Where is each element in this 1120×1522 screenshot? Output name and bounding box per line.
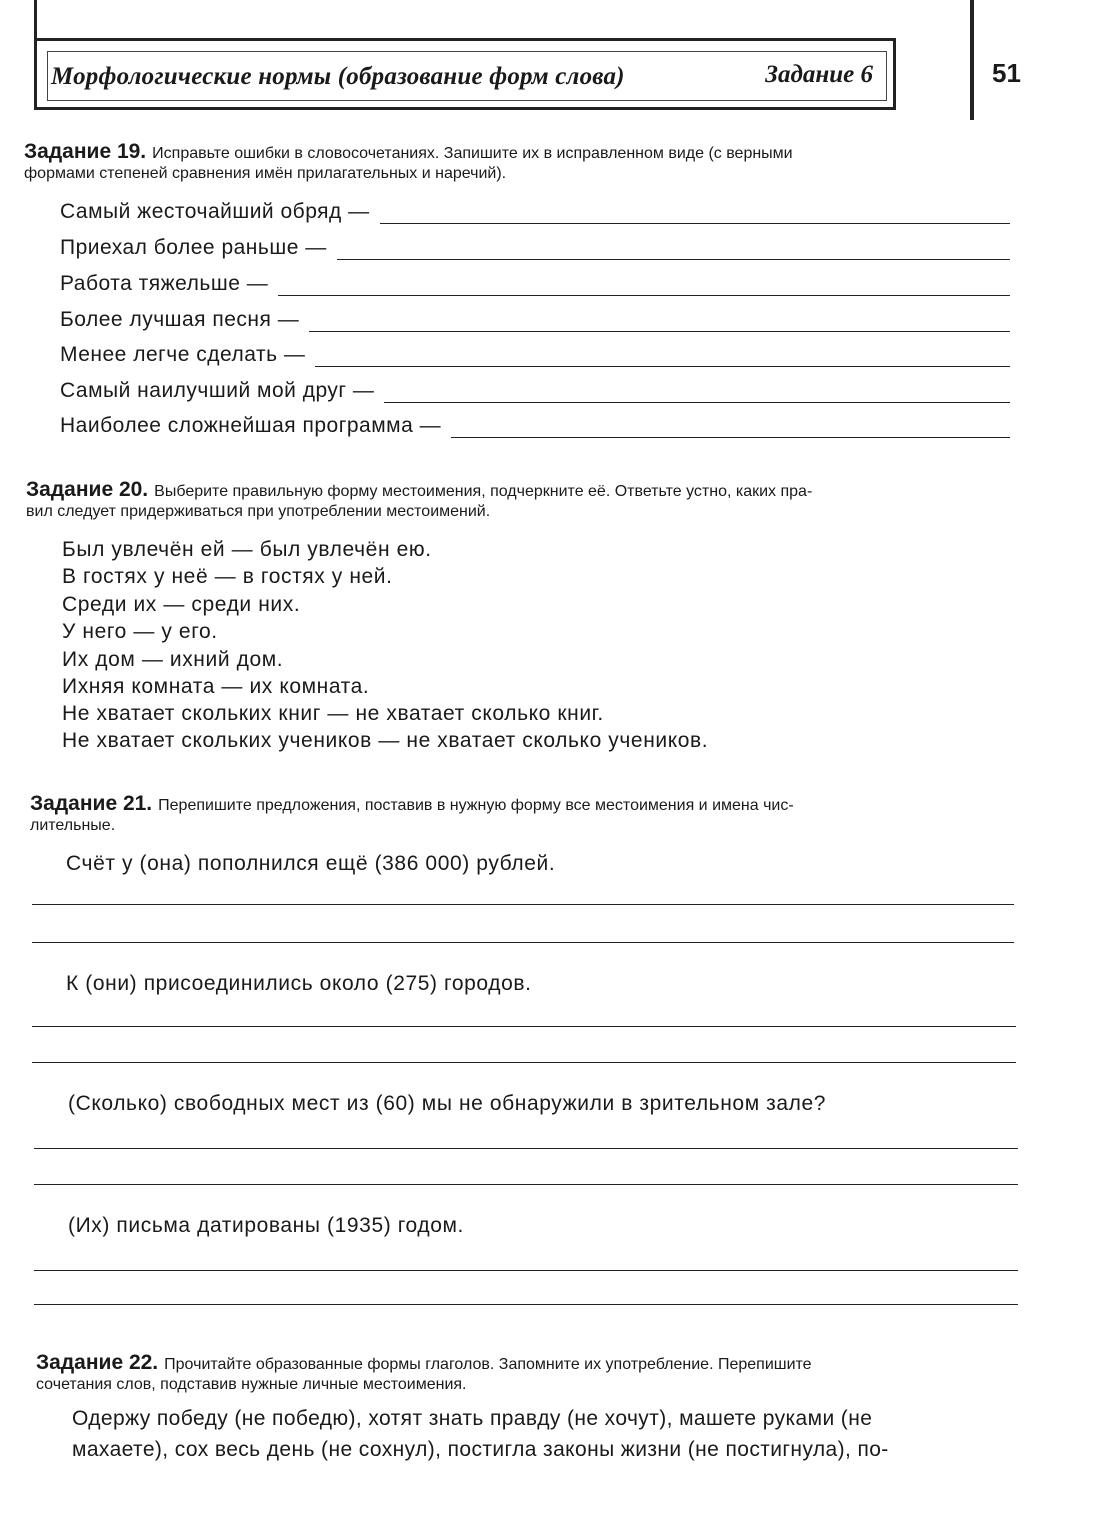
task-19-item-text: Приехал более раньше — (60, 236, 327, 259)
page-number: 51 (992, 58, 1021, 88)
task-21-instruction-2: лительные. (30, 817, 116, 834)
task-19-heading (24, 142, 1014, 164)
task-20-item[interactable]: Их дом — ихний дом. (62, 648, 284, 671)
task-22-label: Задание 22. (36, 1351, 159, 1374)
task-20-item[interactable]: Среди их — среди них. (62, 593, 301, 616)
task-20-item[interactable]: Был увлечён ей — был увлечён ею. (62, 538, 432, 561)
task-22-instruction-1: Прочитайте образованные формы глаголов. Запомните их употребление. Перепишите (164, 1356, 812, 1373)
answer-blank[interactable] (278, 279, 1010, 296)
answer-blank[interactable] (451, 421, 1010, 438)
task-22-heading-line2 (36, 1375, 1026, 1395)
task-19-item-text: Наиболее сложнейшая программа — (60, 414, 442, 437)
task-19-item[interactable] (60, 272, 1010, 296)
task-20-heading-line2 (26, 502, 1016, 522)
task-19-item[interactable] (60, 343, 1010, 367)
task-21-heading-line2 (30, 816, 1020, 836)
task-22-heading (36, 1353, 1026, 1375)
right-margin-rule (970, 0, 974, 120)
answer-line[interactable] (32, 942, 1014, 943)
task-20-instruction-1: Выберите правильную форму местоимения, подчеркните её. Ответьте устно, каких пра- (154, 483, 813, 500)
task-21-instruction-1: Перепишите предложения, поставив в нужную форму все местоимения и имена чис- (158, 797, 794, 814)
task-20-heading (26, 480, 1016, 502)
task-20-item[interactable]: Не хватает скольких книг — не хватает сколько книг. (62, 702, 604, 725)
task-22-instruction-2: сочетания слов, подставив нужные личные местоимения. (36, 1376, 467, 1393)
task-19-item-text: Самый жесточайший обряд — (60, 200, 370, 223)
section-task-label: Задание 6 (765, 61, 873, 88)
task-20-item[interactable]: В гостях у неё — в гостях у ней. (62, 565, 393, 588)
task-19-item[interactable] (60, 379, 1010, 403)
task-22-text-line1: Одержу победу (не победю), хотят знать правду (не хочут), машете руками (не (72, 1407, 873, 1430)
task-19-instruction-2: формами степеней сравнения имён прилагательных и наречий). (24, 165, 507, 182)
task-20-item[interactable]: Не хватает скольких учеников — не хватает сколько учеников. (62, 729, 709, 752)
task-19-item-text: Самый наилучший мой друг — (60, 379, 375, 402)
answer-line[interactable] (32, 1062, 1016, 1063)
task-22-text-line2: махаете), сох весь день (не сохнул), постигла законы жизни (не постигнула), по- (72, 1438, 889, 1461)
answer-line[interactable] (32, 904, 1014, 905)
task-19-item[interactable] (60, 308, 1010, 332)
answer-blank[interactable] (384, 386, 1010, 403)
answer-line[interactable] (34, 1270, 1018, 1271)
task-21-label: Задание 21. (30, 792, 153, 815)
answer-line[interactable] (34, 1148, 1018, 1149)
task-19-item-text: Работа тяжельше — (60, 272, 269, 295)
answer-blank[interactable] (315, 350, 1010, 367)
task-19-instruction-1: Исправьте ошибки в словосочетаниях. Запишите их в исправленном виде (с верными (152, 145, 793, 162)
task-21-sentence: К (они) присоединились около (275) городов. (66, 972, 532, 995)
task-19-item-text: Более лучшая песня — (60, 308, 300, 331)
task-19-label: Задание 19. (24, 140, 147, 163)
answer-blank[interactable] (380, 207, 1010, 224)
task-21-sentence: (Сколько) свободных мест из (60) мы не обнаружили в зрительном зале? (68, 1092, 827, 1115)
task-20-label: Задание 20. (26, 478, 149, 501)
answer-line[interactable] (34, 1184, 1018, 1185)
task-21-sentence: Счёт у (она) пополнился ещё (386 000) рублей. (66, 852, 556, 875)
task-20-item[interactable]: У него — у его. (62, 620, 218, 643)
task-20-instruction-2: вил следует придерживаться при употреблении местоимений. (26, 503, 491, 520)
task-19-item[interactable] (60, 236, 1010, 260)
task-21-sentence: (Их) письма датированы (1935) годом. (68, 1214, 464, 1237)
answer-blank[interactable] (309, 315, 1010, 332)
section-title: Морфологические нормы (образование форм слова) (51, 63, 625, 90)
task-20-item[interactable]: Ихняя комната — их комната. (62, 675, 370, 698)
task-19-item[interactable] (60, 200, 1010, 224)
task-21-heading (30, 794, 1020, 816)
answer-line[interactable] (32, 1026, 1016, 1027)
task-19-item[interactable] (60, 414, 1010, 438)
answer-line[interactable] (34, 1304, 1018, 1305)
answer-blank[interactable] (337, 243, 1010, 260)
task-19-heading-line2 (24, 164, 1014, 184)
section-header (34, 38, 896, 110)
task-19-item-text: Менее легче сделать — (60, 343, 306, 366)
